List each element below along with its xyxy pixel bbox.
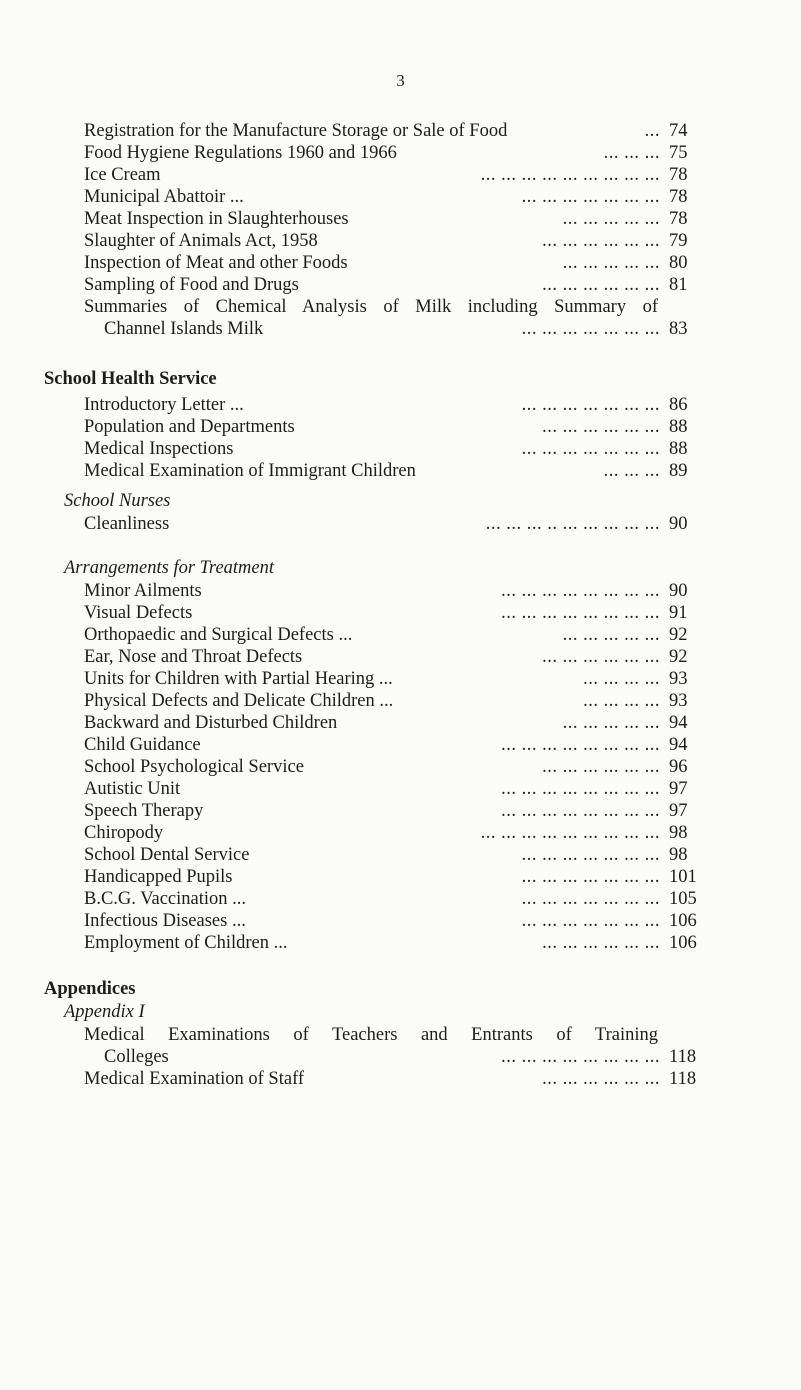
section-heading: Appendices	[44, 979, 136, 999]
leader-dots: ... ... ... ... ... ... ... ...	[501, 603, 660, 623]
page-ref: 80	[669, 253, 688, 273]
entry-label: Cleanliness	[84, 514, 170, 534]
leader-dots: ... ... ... ... ... ... ... ... ...	[480, 823, 660, 843]
entry-label: Visual Defects	[84, 603, 193, 623]
leader-dots: ... ... ... ...	[583, 669, 660, 689]
entry-label: Medical Examination of Immigrant Children	[84, 461, 416, 481]
page-ref: 89	[669, 461, 688, 481]
leader-dots: ... ... ... ... ... ... ...	[521, 395, 660, 415]
page-ref: 88	[669, 417, 688, 437]
toc-row	[0, 822, 801, 844]
page-ref: 86	[669, 395, 688, 415]
leader-dots: ... ... ... ... ... ... ... ...	[501, 801, 660, 821]
leader-dots: ...	[644, 121, 660, 141]
toc-row	[0, 164, 801, 186]
entry-label: Autistic Unit	[84, 779, 181, 799]
entry-label: Summaries of Chemical Analysis of Milk including Summary of	[84, 297, 658, 317]
entry-label: Colleges	[104, 1047, 169, 1067]
page-ref: 94	[669, 713, 688, 733]
page-ref: 106	[669, 933, 697, 953]
toc-row	[0, 690, 801, 712]
toc-row	[0, 866, 801, 888]
toc-row	[0, 120, 801, 142]
page-ref: 93	[669, 691, 688, 711]
leader-dots: ... ... ... ... ... ...	[542, 757, 660, 777]
toc-row	[0, 416, 801, 438]
entry-label: Medical Examinations of Teachers and Entrants of Training	[84, 1025, 658, 1045]
entry-label: School Psychological Service	[84, 757, 304, 777]
entry-label: Inspection of Meat and other Foods	[84, 253, 348, 273]
page-ref: 91	[669, 603, 688, 623]
entry-label: Municipal Abattoir ...	[84, 187, 244, 207]
page-ref: 83	[669, 319, 688, 339]
page-ref: 88	[669, 439, 688, 459]
page-ref: 98	[669, 845, 688, 865]
entry-label: Speech Therapy	[84, 801, 204, 821]
page-ref: 75	[669, 143, 688, 163]
entry-label: Sampling of Food and Drugs	[84, 275, 299, 295]
entry-label: B.C.G. Vaccination ...	[84, 889, 247, 909]
leader-dots: ... ... ... ... ... ... ...	[521, 867, 660, 887]
toc-row	[0, 208, 801, 230]
entry-label: Ear, Nose and Throat Defects	[84, 647, 303, 667]
leader-dots: ... ... ... ...	[583, 691, 660, 711]
page-ref: 93	[669, 669, 688, 689]
page-ref: 81	[669, 275, 688, 295]
sub-heading: School Nurses	[64, 491, 171, 511]
page-ref: 98	[669, 823, 688, 843]
summaries-entry	[0, 296, 801, 340]
page-ref: 92	[669, 647, 688, 667]
leader-dots: ... ... ... ... ... ... ...	[521, 911, 660, 931]
page-ref: 105	[669, 889, 697, 909]
entry-label: Introductory Letter ...	[84, 395, 244, 415]
page-ref: 96	[669, 757, 688, 777]
toc-row	[0, 624, 801, 646]
leader-dots: ... ... ...	[603, 461, 660, 481]
page-ref: 106	[669, 911, 697, 931]
entry-label: Employment of Children ...	[84, 933, 288, 953]
page-ref: 74	[669, 121, 688, 141]
leader-dots: ... ... ... ... ... ... ... ...	[501, 735, 660, 755]
entry-label: Population and Departments	[84, 417, 295, 437]
entry-label: Minor Ailments	[84, 581, 202, 601]
page-ref: 92	[669, 625, 688, 645]
page-ref: 97	[669, 779, 688, 799]
leader-dots: ... ... ... ... ... ... ...	[521, 187, 660, 207]
sub-heading: Appendix I	[64, 1002, 145, 1022]
toc-row	[0, 712, 801, 734]
leader-dots: ... ... ... ... ...	[562, 253, 660, 273]
toc-row	[0, 142, 801, 164]
leader-dots: ... ... ... ... ...	[562, 209, 660, 229]
entry-label: Chiropody	[84, 823, 164, 843]
leader-dots: ... ... ... ... ... ...	[542, 275, 660, 295]
toc-row	[0, 230, 801, 252]
entry-label: Child Guidance	[84, 735, 201, 755]
entry-label: Ice Cream	[84, 165, 161, 185]
toc-row	[0, 580, 801, 602]
entry-label: Slaughter of Animals Act, 1958	[84, 231, 318, 251]
entry-label: Backward and Disturbed Children	[84, 713, 338, 733]
entry-label: Channel Islands Milk	[104, 319, 264, 339]
sub-heading: Arrangements for Treatment	[64, 558, 275, 578]
page-ref: 90	[669, 514, 688, 534]
toc-row	[0, 778, 801, 800]
school-health-section	[0, 394, 801, 482]
school-nurses-section	[0, 513, 801, 535]
leader-dots: ... ... ... ... ... ... ... ...	[501, 581, 660, 601]
page-ref: 78	[669, 209, 688, 229]
entry-label: Medical Examination of Staff	[84, 1069, 305, 1089]
leader-dots: ... ... ... ... ...	[562, 625, 660, 645]
toc-row	[0, 910, 801, 932]
toc-row	[0, 274, 801, 296]
leader-dots: ... ... ... ... ... ... ... ...	[501, 1047, 660, 1067]
leader-dots: ... ... ... ... ...	[562, 713, 660, 733]
leader-dots: ... ... ... ... ... ...	[542, 417, 660, 437]
toc-row	[0, 844, 801, 866]
toc-row	[0, 252, 801, 274]
arrangements-section	[0, 580, 801, 954]
page-ref: 97	[669, 801, 688, 821]
leader-dots: ... ... ... ... ... ... ... ... ...	[480, 165, 660, 185]
page-ref: 79	[669, 231, 688, 251]
appendix-entries	[0, 1068, 801, 1090]
toc-row	[0, 668, 801, 690]
entry-label: Handicapped Pupils	[84, 867, 233, 887]
leader-dots: ... ... ... ... ... ...	[542, 647, 660, 667]
page-ref: 118	[669, 1047, 697, 1067]
toc-row	[0, 646, 801, 668]
page-number: 3	[396, 71, 405, 90]
page-ref: 94	[669, 735, 688, 755]
entry-label: Meat Inspection in Slaughterhouses	[84, 209, 349, 229]
toc-row	[0, 438, 801, 460]
entry-label: Orthopaedic and Surgical Defects ...	[84, 625, 353, 645]
leader-dots: ... ... ... ... ... ... ... ...	[501, 779, 660, 799]
toc-row	[0, 460, 801, 482]
entry-label: Food Hygiene Regulations 1960 and 1966	[84, 143, 397, 163]
entry-label: Physical Defects and Delicate Children ...	[84, 691, 394, 711]
page-ref: 78	[669, 165, 688, 185]
toc-row	[0, 734, 801, 756]
leader-dots: ... ... ... ... ... ... ...	[521, 319, 660, 339]
entry-label: Units for Children with Partial Hearing ...	[84, 669, 393, 689]
leader-dots: ... ... ... ... ... ...	[542, 933, 660, 953]
page-ref: 90	[669, 581, 688, 601]
toc-row	[0, 1068, 801, 1090]
leader-dots: ... ... ...	[603, 143, 660, 163]
entry-label: School Dental Service	[84, 845, 250, 865]
leader-dots: ... ... ... ... ... ... ...	[521, 845, 660, 865]
page-ref: 78	[669, 187, 688, 207]
toc-row	[0, 186, 801, 208]
toc-row	[0, 513, 801, 535]
toc-row	[0, 800, 801, 822]
food-section	[0, 120, 801, 296]
entry-label: Registration for the Manufacture Storage or Sale of Food	[84, 121, 508, 141]
leader-dots: ... ... ... ... ... ... ...	[521, 439, 660, 459]
toc-row	[0, 602, 801, 624]
toc-row	[0, 756, 801, 778]
toc-row	[0, 932, 801, 954]
entry-label: Infectious Diseases ...	[84, 911, 246, 931]
leader-dots: ... ... ... ... ... ...	[542, 1069, 660, 1089]
page-ref: 118	[669, 1069, 697, 1089]
appendix-entry	[0, 1024, 801, 1068]
section-heading: School Health Service	[44, 369, 217, 389]
toc-row	[0, 394, 801, 416]
leader-dots: ... ... ... ... ... ...	[542, 231, 660, 251]
toc-row	[0, 888, 801, 910]
page-ref: 101	[669, 867, 697, 887]
leader-dots: ... ... ... ... ... ... ...	[521, 889, 660, 909]
entry-label: Medical Inspections	[84, 439, 234, 459]
leader-dots: ... ... ... .. ... ... ... ... ...	[485, 514, 660, 534]
